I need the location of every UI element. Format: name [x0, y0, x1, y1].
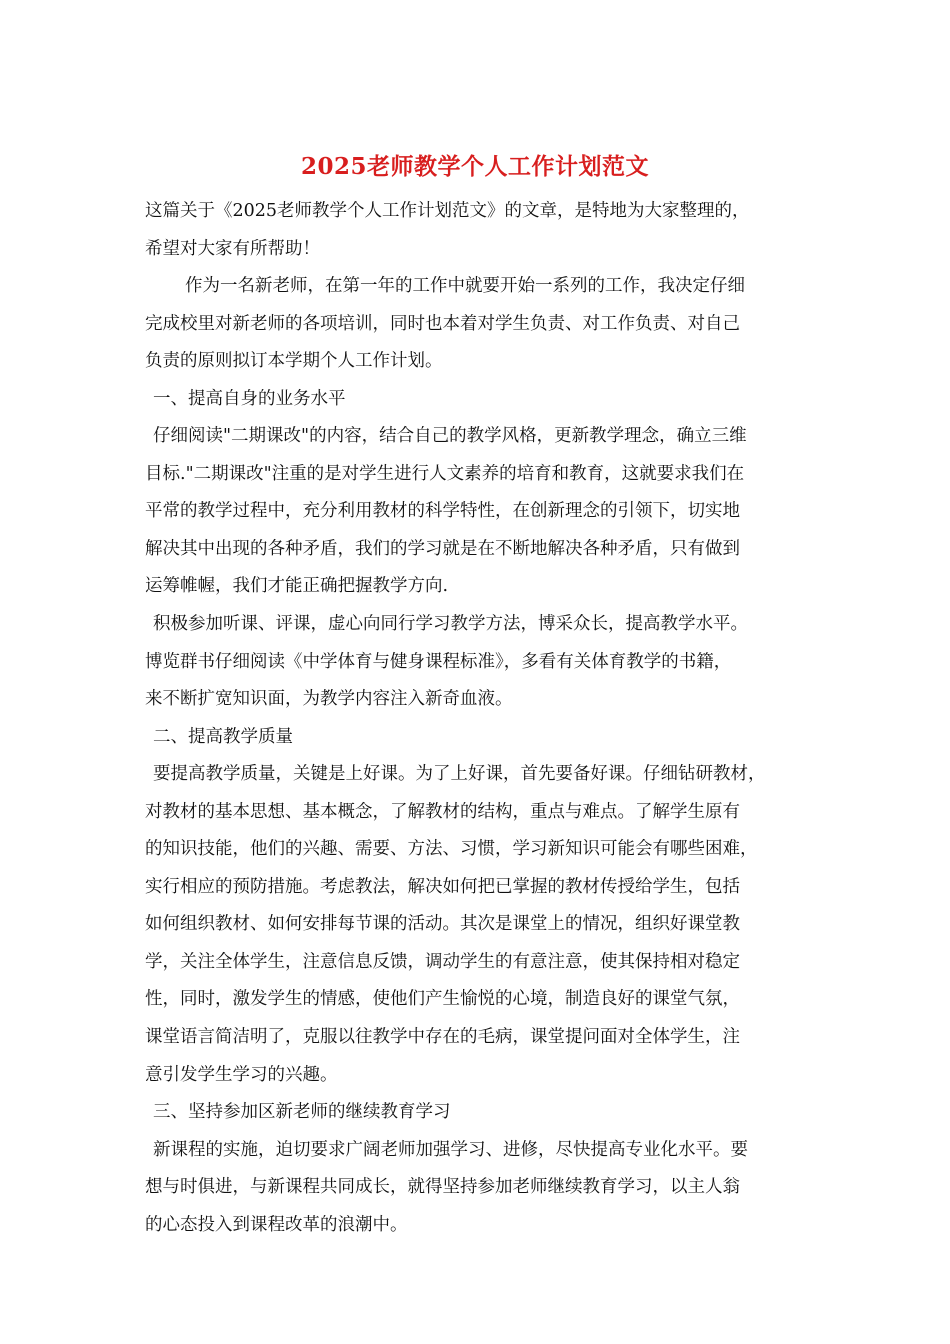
- body-line: 来不断扩宽知识面，为教学内容注入新奇血液。: [145, 689, 513, 710]
- body-line: 想与时俱进，与新课程共同成长，就得坚持参加老师继续教育学习，以主人翁: [145, 1177, 740, 1198]
- body-line: 的知识技能，他们的兴趣、需要、方法、习惯，学习新知识可能会有哪些困难，: [145, 839, 758, 860]
- body-line: 对教材的基本思想、基本概念，了解教材的结构，重点与难点。了解学生原有: [145, 801, 740, 822]
- body-line: 平常的教学过程中，充分利用教材的科学特性，在创新理念的引领下，切实地: [145, 501, 740, 522]
- body-line: 的心态投入到课程改革的浪潮中。: [145, 1214, 408, 1235]
- body-line: 学，关注全体学生，注意信息反馈，调动学生的有意注意，使其保持相对稳定: [145, 951, 740, 972]
- body-line: 三、坚持参加区新老师的继续教育学习: [153, 1102, 451, 1123]
- body-line: 积极参加听课、评课，虚心向同行学习教学方法，博采众长，提高教学水平。: [153, 614, 748, 635]
- body-line: 解决其中出现的各种矛盾，我们的学习就是在不断地解决各种矛盾，只有做到: [145, 538, 740, 559]
- body-line: 如何组织教材、如何安排每节课的活动。其次是课堂上的情况，组织好课堂教: [145, 914, 740, 935]
- body-line: 希望对大家有所帮助！: [145, 238, 320, 259]
- body-line: 这篇关于《2025老师教学个人工作计划范文》的文章，是特地为大家整理的，: [145, 201, 750, 221]
- document-body: [145, 198, 825, 1249]
- body-line: 完成校里对新老师的各项培训，同时也本着对学生负责、对工作负责、对自己: [145, 313, 740, 334]
- body-line: 负责的原则拟订本学期个人工作计划。: [145, 351, 443, 372]
- body-line: 意引发学生学习的兴趣。: [145, 1064, 338, 1085]
- document-title: 2025老师教学个人工作计划范文: [300, 153, 649, 180]
- body-line: 课堂语言简洁明了，克服以往教学中存在的毛病，课堂提问面对全体学生，注: [145, 1027, 740, 1048]
- body-line: 目标."二期课改"注重的是对学生进行人文素养的培育和教育，这就要求我们在: [145, 463, 745, 484]
- body-line: 博览群书仔细阅读《中学体育与健身课程标准》，多看有关体育教学的书籍，: [145, 651, 732, 672]
- body-line: 要提高教学质量，关键是上好课。为了上好课，首先要备好课。仔细钻研教材，: [153, 764, 766, 785]
- body-line: 仔细阅读"二期课改"的内容，结合自己的教学风格，更新教学理念，确立三维: [153, 426, 747, 447]
- body-line: 一、提高自身的业务水平: [153, 388, 346, 409]
- body-line: 性，同时，激发学生的情感，使他们产生愉悦的心境，制造良好的课堂气氛，: [145, 989, 740, 1010]
- body-line: 二、提高教学质量: [153, 726, 293, 747]
- body-line: 作为一名新老师，在第一年的工作中就要开始一系列的工作，我决定仔细: [185, 276, 745, 297]
- body-line: 实行相应的预防措施。考虑教法，解决如何把已掌握的教材传授给学生，包括: [145, 876, 740, 897]
- body-line: 新课程的实施，迫切要求广阔老师加强学习、进修，尽快提高专业化水平。要: [153, 1139, 748, 1160]
- body-line: 运筹帷幄，我们才能正确把握教学方向.: [145, 576, 449, 597]
